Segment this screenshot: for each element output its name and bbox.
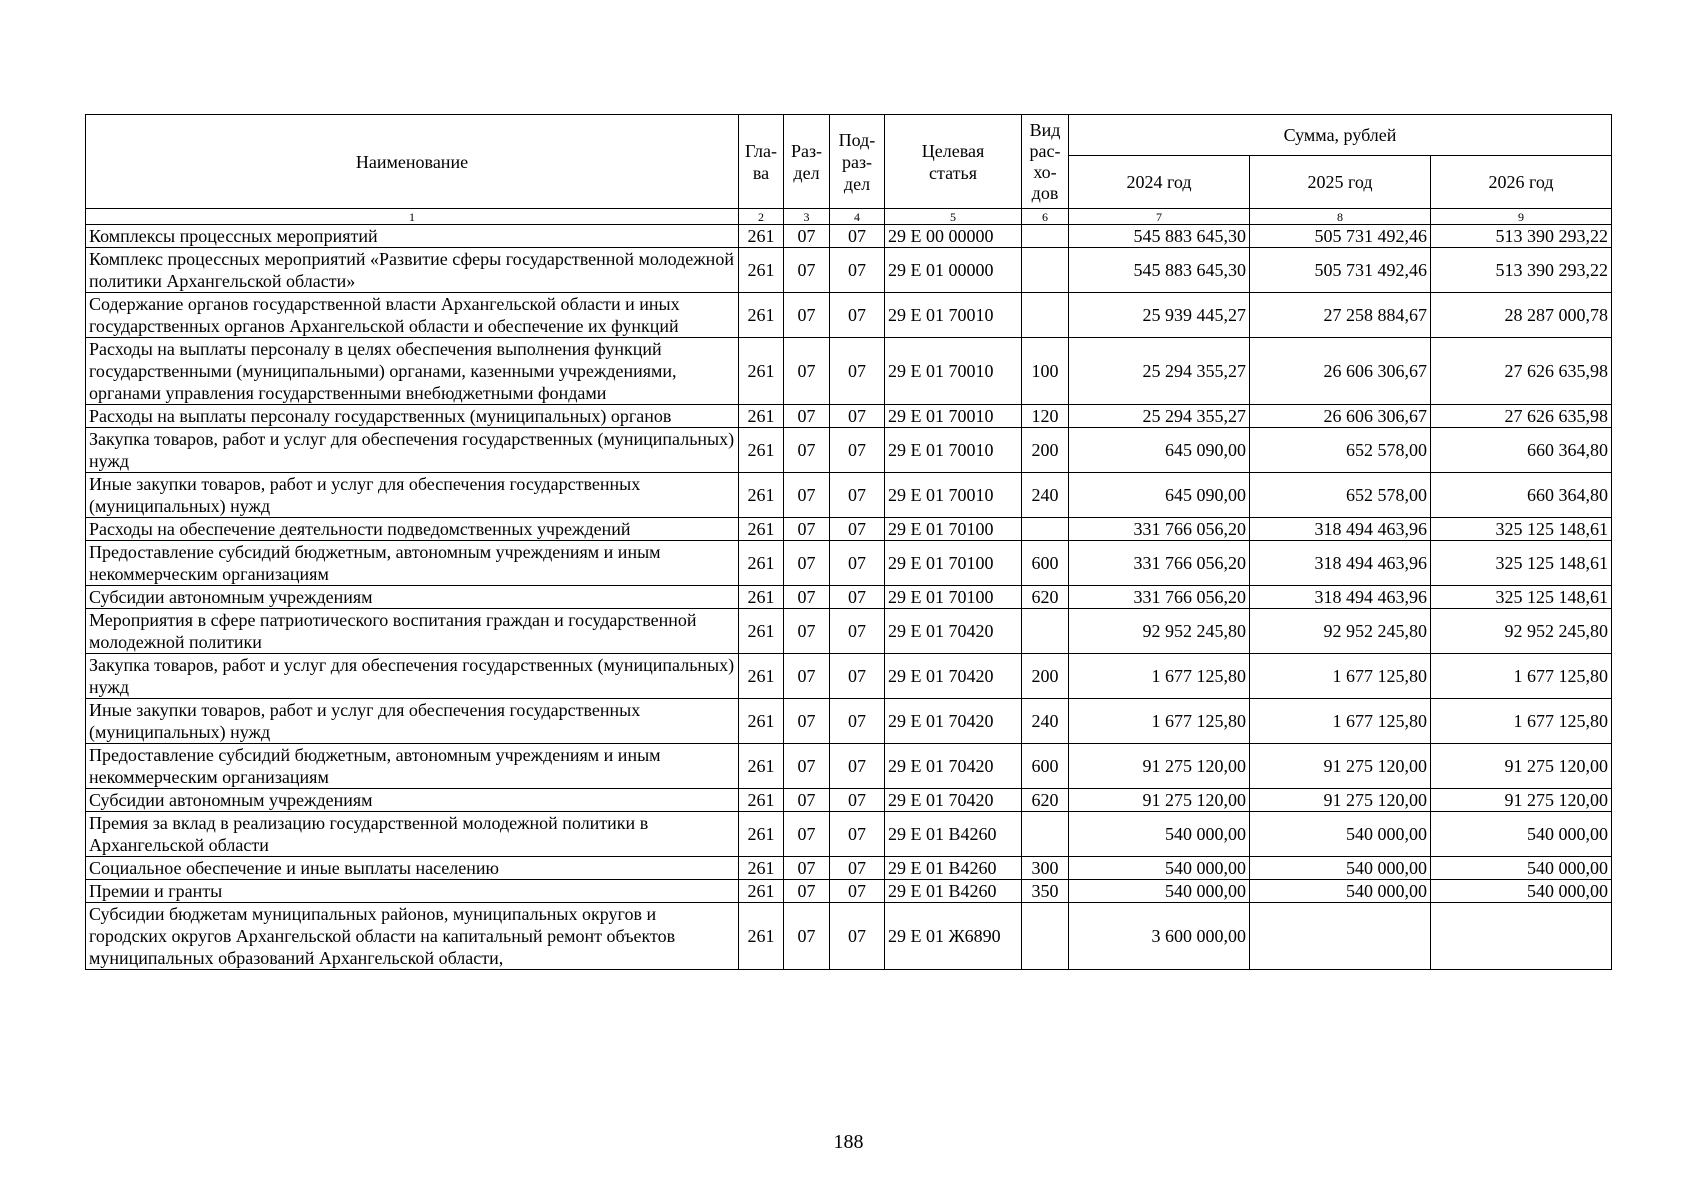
- row-podrazdel: 07: [830, 518, 885, 541]
- row-razdel: 07: [784, 699, 830, 744]
- row-sum-2026: 325 125 148,61: [1431, 541, 1612, 586]
- row-vid-rashodov: 620: [1022, 586, 1069, 609]
- row-podrazdel: 07: [830, 789, 885, 812]
- row-razdel: 07: [784, 903, 830, 970]
- header-glava: Гла- ва: [739, 115, 784, 209]
- row-sum-2024: 25 939 445,27: [1069, 293, 1250, 338]
- row-glava: 261: [739, 812, 784, 857]
- row-celevaya-statya: 29 Е 01 70100: [885, 586, 1022, 609]
- table-row: [86, 225, 1612, 248]
- row-name: Премии и гранты: [86, 880, 739, 903]
- row-vid-rashodov: 100: [1022, 338, 1069, 405]
- table-row: [86, 699, 1612, 744]
- row-name: Предоставление субсидий бюджетным, автономным учреждениям и иным некоммерческим организациям: [86, 541, 739, 586]
- row-sum-2026: 660 364,80: [1431, 473, 1612, 518]
- row-sum-2026: 1 677 125,80: [1431, 699, 1612, 744]
- row-podrazdel: 07: [830, 880, 885, 903]
- table-row: [86, 654, 1612, 699]
- row-razdel: 07: [784, 541, 830, 586]
- row-sum-2025: 1 677 125,80: [1250, 699, 1431, 744]
- row-sum-2025: 505 731 492,46: [1250, 248, 1431, 293]
- column-number: 7: [1069, 209, 1250, 225]
- column-number-row: [86, 209, 1612, 225]
- row-vid-rashodov: 600: [1022, 744, 1069, 789]
- table-row: [86, 518, 1612, 541]
- header-name: Наименование: [86, 115, 739, 209]
- row-sum-2024: 91 275 120,00: [1069, 744, 1250, 789]
- row-celevaya-statya: 29 Е 01 70420: [885, 789, 1022, 812]
- row-sum-2024: 331 766 056,20: [1069, 541, 1250, 586]
- row-celevaya-statya: 29 Е 01 70420: [885, 699, 1022, 744]
- row-glava: 261: [739, 225, 784, 248]
- row-name: Премия за вклад в реализацию государственной молодежной политики в Архангельской области: [86, 812, 739, 857]
- row-razdel: 07: [784, 812, 830, 857]
- row-razdel: 07: [784, 586, 830, 609]
- header-podrazdel: Под- раз- дел: [830, 115, 885, 209]
- column-number: 3: [784, 209, 830, 225]
- row-sum-2025: 505 731 492,46: [1250, 225, 1431, 248]
- row-sum-2026: 27 626 635,98: [1431, 405, 1612, 428]
- row-vid-rashodov: 200: [1022, 654, 1069, 699]
- column-number: 6: [1022, 209, 1069, 225]
- table-row: [86, 248, 1612, 293]
- row-name: Расходы на выплаты персоналу в целях обеспечения выполнения функций государственными (муниципальными) органами, казенными учреждениями, органами управления государственными внебюджетными фондами: [86, 338, 739, 405]
- row-sum-2025: 318 494 463,96: [1250, 518, 1431, 541]
- row-sum-2024: 92 952 245,80: [1069, 609, 1250, 654]
- table-row: [86, 338, 1612, 405]
- header-year-2026: 2026 год: [1431, 156, 1612, 209]
- header-vid-rashodov: Вид рас- хо- дов: [1022, 115, 1069, 209]
- row-vid-rashodov: 200: [1022, 428, 1069, 473]
- row-glava: 261: [739, 744, 784, 789]
- table-body: [86, 225, 1612, 970]
- row-razdel: 07: [784, 744, 830, 789]
- row-sum-2025: 26 606 306,67: [1250, 405, 1431, 428]
- row-razdel: 07: [784, 880, 830, 903]
- row-glava: 261: [739, 609, 784, 654]
- row-sum-2024: 25 294 355,27: [1069, 405, 1250, 428]
- row-glava: 261: [739, 541, 784, 586]
- row-name: Расходы на обеспечение деятельности подведомственных учреждений: [86, 518, 739, 541]
- row-sum-2024: 645 090,00: [1069, 428, 1250, 473]
- row-name: Содержание органов государственной власти Архангельской области и иных государственных органов Архангельской области и обеспечение их функций: [86, 293, 739, 338]
- row-podrazdel: 07: [830, 248, 885, 293]
- row-celevaya-statya: 29 Е 01 В4260: [885, 880, 1022, 903]
- row-podrazdel: 07: [830, 699, 885, 744]
- row-sum-2024: 1 677 125,80: [1069, 654, 1250, 699]
- row-sum-2025: 652 578,00: [1250, 473, 1431, 518]
- row-sum-2025: [1250, 903, 1431, 970]
- row-celevaya-statya: 29 Е 01 В4260: [885, 857, 1022, 880]
- row-podrazdel: 07: [830, 225, 885, 248]
- row-sum-2025: 27 258 884,67: [1250, 293, 1431, 338]
- row-name: Мероприятия в сфере патриотического воспитания граждан и государственной молодежной политики: [86, 609, 739, 654]
- row-glava: 261: [739, 654, 784, 699]
- header-celevaya-statya: Целевая статья: [885, 115, 1022, 209]
- row-podrazdel: 07: [830, 473, 885, 518]
- row-vid-rashodov: [1022, 903, 1069, 970]
- table-row: [86, 880, 1612, 903]
- row-celevaya-statya: 29 Е 01 70420: [885, 744, 1022, 789]
- row-sum-2025: 91 275 120,00: [1250, 789, 1431, 812]
- row-razdel: 07: [784, 405, 830, 428]
- row-vid-rashodov: 620: [1022, 789, 1069, 812]
- row-name: Иные закупки товаров, работ и услуг для обеспечения государственных (муниципальных) нужд: [86, 699, 739, 744]
- row-sum-2026: 27 626 635,98: [1431, 338, 1612, 405]
- row-glava: 261: [739, 518, 784, 541]
- row-sum-2025: 318 494 463,96: [1250, 586, 1431, 609]
- row-razdel: 07: [784, 789, 830, 812]
- row-razdel: 07: [784, 518, 830, 541]
- row-glava: 261: [739, 473, 784, 518]
- row-sum-2024: 540 000,00: [1069, 857, 1250, 880]
- row-glava: 261: [739, 903, 784, 970]
- row-vid-rashodov: 600: [1022, 541, 1069, 586]
- row-glava: 261: [739, 293, 784, 338]
- row-glava: 261: [739, 699, 784, 744]
- row-celevaya-statya: 29 Е 00 00000: [885, 225, 1022, 248]
- header-razdel: Раз- дел: [784, 115, 830, 209]
- table-row: [86, 586, 1612, 609]
- row-vid-rashodov: 120: [1022, 405, 1069, 428]
- table-row: [86, 541, 1612, 586]
- row-glava: 261: [739, 248, 784, 293]
- row-sum-2025: 540 000,00: [1250, 880, 1431, 903]
- row-sum-2024: 331 766 056,20: [1069, 586, 1250, 609]
- row-celevaya-statya: 29 Е 01 70010: [885, 338, 1022, 405]
- row-sum-2025: 540 000,00: [1250, 857, 1431, 880]
- row-vid-rashodov: [1022, 609, 1069, 654]
- row-razdel: 07: [784, 857, 830, 880]
- row-sum-2024: 545 883 645,30: [1069, 248, 1250, 293]
- row-razdel: 07: [784, 609, 830, 654]
- row-sum-2026: 91 275 120,00: [1431, 789, 1612, 812]
- row-sum-2025: 652 578,00: [1250, 428, 1431, 473]
- row-celevaya-statya: 29 Е 01 70420: [885, 609, 1022, 654]
- row-podrazdel: 07: [830, 405, 885, 428]
- row-podrazdel: 07: [830, 586, 885, 609]
- row-sum-2026: 540 000,00: [1431, 880, 1612, 903]
- column-number: 5: [885, 209, 1022, 225]
- row-name: Комплекс процессных мероприятий «Развитие сферы государственной молодежной политики Архангельской области»: [86, 248, 739, 293]
- row-glava: 261: [739, 338, 784, 405]
- row-celevaya-statya: 29 Е 01 Ж6890: [885, 903, 1022, 970]
- row-sum-2024: 1 677 125,80: [1069, 699, 1250, 744]
- row-glava: 261: [739, 880, 784, 903]
- row-podrazdel: 07: [830, 903, 885, 970]
- row-sum-2024: 545 883 645,30: [1069, 225, 1250, 248]
- header-year-2024: 2024 год: [1069, 156, 1250, 209]
- table-row: [86, 609, 1612, 654]
- row-razdel: 07: [784, 225, 830, 248]
- header-summa: Сумма, рублей: [1069, 115, 1612, 156]
- row-sum-2024: 645 090,00: [1069, 473, 1250, 518]
- row-podrazdel: 07: [830, 812, 885, 857]
- row-name: Комплексы процессных мероприятий: [86, 225, 739, 248]
- row-vid-rashodov: 240: [1022, 473, 1069, 518]
- row-glava: 261: [739, 789, 784, 812]
- row-razdel: 07: [784, 473, 830, 518]
- row-podrazdel: 07: [830, 293, 885, 338]
- row-sum-2024: 331 766 056,20: [1069, 518, 1250, 541]
- row-vid-rashodov: [1022, 293, 1069, 338]
- row-razdel: 07: [784, 654, 830, 699]
- row-name: Иные закупки товаров, работ и услуг для обеспечения государственных (муниципальных) нужд: [86, 473, 739, 518]
- row-podrazdel: 07: [830, 654, 885, 699]
- row-vid-rashodov: [1022, 812, 1069, 857]
- row-vid-rashodov: 300: [1022, 857, 1069, 880]
- column-number: 2: [739, 209, 784, 225]
- table-row: [86, 812, 1612, 857]
- row-celevaya-statya: 29 Е 01 70010: [885, 293, 1022, 338]
- row-sum-2024: 540 000,00: [1069, 812, 1250, 857]
- row-sum-2026: 325 125 148,61: [1431, 518, 1612, 541]
- row-sum-2024: 540 000,00: [1069, 880, 1250, 903]
- column-number: 8: [1250, 209, 1431, 225]
- row-name: Субсидии автономным учреждениям: [86, 586, 739, 609]
- row-sum-2026: 660 364,80: [1431, 428, 1612, 473]
- row-podrazdel: 07: [830, 609, 885, 654]
- row-vid-rashodov: [1022, 248, 1069, 293]
- row-sum-2025: 91 275 120,00: [1250, 744, 1431, 789]
- row-sum-2026: 325 125 148,61: [1431, 586, 1612, 609]
- row-vid-rashodov: 240: [1022, 699, 1069, 744]
- row-glava: 261: [739, 428, 784, 473]
- row-sum-2024: 91 275 120,00: [1069, 789, 1250, 812]
- table-row: [86, 857, 1612, 880]
- table-row: [86, 293, 1612, 338]
- row-sum-2025: 540 000,00: [1250, 812, 1431, 857]
- page-number: 188: [833, 1131, 864, 1153]
- row-sum-2026: 28 287 000,78: [1431, 293, 1612, 338]
- row-sum-2026: 513 390 293,22: [1431, 225, 1612, 248]
- row-celevaya-statya: 29 Е 01 70100: [885, 518, 1022, 541]
- row-sum-2026: 1 677 125,80: [1431, 654, 1612, 699]
- budget-table: [85, 114, 1612, 970]
- table-row: [86, 789, 1612, 812]
- table-row: [86, 473, 1612, 518]
- table-row: [86, 428, 1612, 473]
- row-sum-2026: 91 275 120,00: [1431, 744, 1612, 789]
- row-celevaya-statya: 29 Е 01 70010: [885, 473, 1022, 518]
- row-glava: 261: [739, 405, 784, 428]
- row-celevaya-statya: 29 Е 01 00000: [885, 248, 1022, 293]
- row-celevaya-statya: 29 Е 01 70010: [885, 428, 1022, 473]
- row-sum-2025: 1 677 125,80: [1250, 654, 1431, 699]
- row-glava: 261: [739, 857, 784, 880]
- row-sum-2025: 318 494 463,96: [1250, 541, 1431, 586]
- row-sum-2026: 540 000,00: [1431, 812, 1612, 857]
- row-razdel: 07: [784, 338, 830, 405]
- column-number: 9: [1431, 209, 1612, 225]
- row-celevaya-statya: 29 Е 01 70010: [885, 405, 1022, 428]
- header-year-2025: 2025 год: [1250, 156, 1431, 209]
- row-glava: 261: [739, 586, 784, 609]
- row-podrazdel: 07: [830, 857, 885, 880]
- row-name: Расходы на выплаты персоналу государственных (муниципальных) органов: [86, 405, 739, 428]
- row-name: Закупка товаров, работ и услуг для обеспечения государственных (муниципальных) нужд: [86, 428, 739, 473]
- row-sum-2024: 25 294 355,27: [1069, 338, 1250, 405]
- row-podrazdel: 07: [830, 744, 885, 789]
- row-podrazdel: 07: [830, 541, 885, 586]
- row-vid-rashodov: [1022, 225, 1069, 248]
- table-row: [86, 903, 1612, 970]
- column-number: 1: [86, 209, 739, 225]
- row-sum-2025: 26 606 306,67: [1250, 338, 1431, 405]
- row-vid-rashodov: 350: [1022, 880, 1069, 903]
- row-sum-2024: 3 600 000,00: [1069, 903, 1250, 970]
- row-razdel: 07: [784, 293, 830, 338]
- table-row: [86, 744, 1612, 789]
- column-number: 4: [830, 209, 885, 225]
- row-razdel: 07: [784, 428, 830, 473]
- row-vid-rashodov: [1022, 518, 1069, 541]
- row-name: Закупка товаров, работ и услуг для обеспечения государственных (муниципальных) нужд: [86, 654, 739, 699]
- row-podrazdel: 07: [830, 428, 885, 473]
- row-razdel: 07: [784, 248, 830, 293]
- row-sum-2026: [1431, 903, 1612, 970]
- row-name: Предоставление субсидий бюджетным, автономным учреждениям и иным некоммерческим организациям: [86, 744, 739, 789]
- row-name: Социальное обеспечение и иные выплаты населению: [86, 857, 739, 880]
- row-sum-2026: 92 952 245,80: [1431, 609, 1612, 654]
- row-celevaya-statya: 29 Е 01 70420: [885, 654, 1022, 699]
- row-name: Субсидии бюджетам муниципальных районов, муниципальных округов и городских округов Архангельской области на капитальный ремонт объектов муниципальных образований Архангельской области,: [86, 903, 739, 970]
- row-podrazdel: 07: [830, 338, 885, 405]
- table-row: [86, 405, 1612, 428]
- row-sum-2025: 92 952 245,80: [1250, 609, 1431, 654]
- row-celevaya-statya: 29 Е 01 В4260: [885, 812, 1022, 857]
- row-sum-2026: 540 000,00: [1431, 857, 1612, 880]
- row-name: Субсидии автономным учреждениям: [86, 789, 739, 812]
- row-sum-2026: 513 390 293,22: [1431, 248, 1612, 293]
- row-celevaya-statya: 29 Е 01 70100: [885, 541, 1022, 586]
